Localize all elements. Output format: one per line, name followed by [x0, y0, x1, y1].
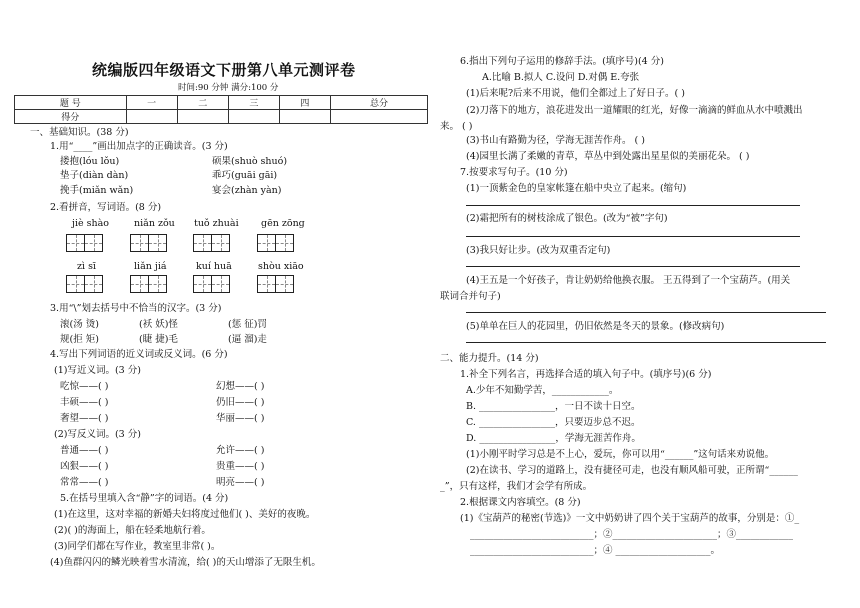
- q4-ant-item: 普通——( ): [60, 445, 109, 456]
- q5-item: (1)在这里，这对幸福的新婚夫妇将度过他们( )、美好的夜晚。: [54, 509, 316, 520]
- answer-line[interactable]: [466, 342, 826, 343]
- s2-q1-item: B. ________________，一日不读十日空。: [466, 401, 641, 412]
- q3-item: (睫 捷)毛: [139, 334, 178, 345]
- answer-line[interactable]: [466, 236, 800, 237]
- pinyin: liǎn jiá: [134, 261, 167, 272]
- q4-ant-item: 允许——( ): [216, 445, 265, 456]
- answer-line[interactable]: [466, 312, 826, 313]
- q3-item: (袄 妖)怪: [139, 319, 178, 330]
- score-header: 三: [228, 96, 279, 110]
- q1-item: 硕果(shuò shuó): [212, 156, 288, 167]
- s2-q1-apply: (2)在读书、学习的道路上，没有捷径可走，也没有顺风船可驶，正所谓“______: [466, 465, 798, 476]
- section-2-heading: 二、能力提升。(14 分): [440, 353, 539, 364]
- q6-options: A.比喻 B.拟人 C.设问 D.对偶 E.夸张: [482, 72, 640, 83]
- q7-item: (4)王五是一个好孩子，肯让奶奶给他换衣服。 王五得到了一个宝葫芦。(用关: [466, 275, 791, 286]
- score-cell[interactable]: [330, 110, 427, 124]
- pinyin: zì sī: [77, 261, 96, 272]
- q4-sub1: (1)写近义词。(3 分): [54, 365, 141, 376]
- q6-prompt: 6.指出下列句子运用的修辞手法。(填序号)(4 分): [460, 56, 664, 67]
- q4-syn-item: 丰硕——( ): [60, 397, 109, 408]
- q3-item: (惩 征)罚: [228, 319, 267, 330]
- s2-q2-prompt: 2.根据课文内容填空。(8 分): [460, 497, 581, 508]
- q3-item: (逼 溜)走: [228, 334, 267, 345]
- page-title: 统编版四年级语文下册第八单元测评卷: [92, 61, 356, 79]
- q4-syn-item: 仍旧——( ): [216, 397, 265, 408]
- score-cell[interactable]: [177, 110, 228, 124]
- q5-item: (4)鱼群闪闪的鳞光映着雪水清流，给( )的天山增添了无限生机。: [50, 557, 321, 568]
- q1-item: 挽手(miǎn wǎn): [60, 185, 134, 196]
- q1-item: 搂抱(lóu lǒu): [60, 156, 120, 167]
- q7-item: (2)霜把所有的树枝涂成了银色。(改为“被”字句): [466, 213, 668, 224]
- pinyin: shòu xiāo: [258, 261, 304, 272]
- q4-syn-item: 幻想——( ): [216, 381, 265, 392]
- pinyin: kuí huā: [196, 261, 232, 272]
- q6-item: (4)园里长满了柔嫩的青草，草丛中到处露出星星似的美丽花朵。 ( ): [466, 151, 750, 162]
- s2-q1-item: A.少年不知勤学苦，____________。: [466, 385, 619, 396]
- q5-item: (2)( )的海面上，船在轻柔地航行着。: [54, 525, 211, 536]
- q5-prompt: 5.在括号里填入含“静”字的词语。(4 分): [60, 493, 229, 504]
- q4-syn-item: 奢望——( ): [60, 413, 109, 424]
- q6-item: 来。 ( ): [440, 121, 473, 132]
- section-1-heading: 一、基础知识。(38 分): [30, 127, 129, 138]
- score-header: 题 号: [15, 96, 127, 110]
- s2-q2-item: __________________________；④ ____________________。: [470, 545, 721, 556]
- q3-item: 规(拒 矩): [60, 334, 99, 345]
- score-cell[interactable]: [228, 110, 279, 124]
- q4-prompt: 4.写出下列词语的近义词或反义词。(6 分): [50, 349, 228, 360]
- pinyin: niǎn zǒu: [134, 218, 175, 229]
- q5-item: (3)同学们都在写作业，教室里非常( )。: [54, 541, 221, 552]
- answer-line[interactable]: [466, 205, 800, 206]
- q1-item: 乖巧(guāi gāi): [212, 170, 278, 181]
- q4-syn-item: 吃惊——( ): [60, 381, 109, 392]
- score-row-label: 得分: [15, 110, 127, 124]
- exam-meta: 时间:90 分钟 满分:100 分: [178, 83, 279, 93]
- q1-item: 垫子(diàn dàn): [60, 170, 129, 181]
- q7-item: (1)一顶紫金色的皇家帐篷在船中央立了起来。(缩句): [466, 183, 687, 194]
- q4-ant-item: 常常——( ): [60, 477, 109, 488]
- q7-item: 联词合并句子): [440, 291, 501, 302]
- q4-ant-item: 凶狠——( ): [60, 461, 109, 472]
- q1-item: 宴会(zhàn yàn): [212, 185, 282, 196]
- score-header: 四: [279, 96, 330, 110]
- q7-prompt: 7.按要求写句子。(10 分): [460, 167, 568, 178]
- q6-item: (2)刀落下的地方，浪花进发出一道耀眼的红光，好像一滴滴的鲜血从水中喷溅出: [466, 105, 803, 116]
- score-header: 二: [177, 96, 228, 110]
- q4-ant-item: 明亮——( ): [216, 477, 265, 488]
- s2-q2-item: __________________________；②______________________；③____________: [470, 529, 794, 540]
- q3-prompt: 3.用“\”划去括号中不恰当的汉字。(3 分): [50, 303, 222, 314]
- q4-ant-item: 贵重——( ): [216, 461, 265, 472]
- q6-item: (1)后来呢?后来不用说，他们全都过上了好日子。( ): [466, 88, 685, 99]
- s2-q1-item: C. ________________，只要迈步总不迟。: [466, 417, 641, 428]
- q6-item: (3)书山有路勤为径，学海无涯苦作舟。 ( ): [466, 135, 645, 146]
- q2-prompt: 2.看拼音，写词语。(8 分): [50, 202, 162, 213]
- score-table: [14, 95, 428, 124]
- s2-q1-apply: (1)小刚平时学习总是不上心，爱玩，你可以用“______”这句话来劝说他。: [466, 449, 775, 460]
- s2-q1-item: D. ________________，学海无涯苦作舟。: [466, 433, 641, 444]
- score-cell[interactable]: [126, 110, 177, 124]
- score-header: 一: [126, 96, 177, 110]
- q4-sub2: (2)写反义词。(3 分): [54, 429, 141, 440]
- s2-q1-prompt: 1.补全下列名言，再选择合适的填入句子中。(填序号)(6 分): [460, 369, 712, 380]
- q4-syn-item: 华丽——( ): [216, 413, 265, 424]
- pinyin: gēn zōng: [261, 218, 305, 229]
- q7-item: (5)单单在巨人的花园里，仍旧依然是冬天的景象。(修改病句): [466, 321, 725, 332]
- answer-line[interactable]: [466, 266, 800, 267]
- q1-prompt: 1.用“____”画出加点字的正确读音。(3 分): [50, 141, 228, 152]
- s2-q2-item: (1)《宝葫芦的秘密(节选)》一文中奶奶讲了四个关于宝葫芦的故事，分别是：①_: [460, 513, 800, 524]
- q7-item: (3)我只好让步。(改为双重否定句): [466, 245, 611, 256]
- pinyin: jiè shào: [72, 218, 110, 229]
- s2-q1-apply: _”，只有这样，我们才会学有所成。: [440, 481, 593, 492]
- pinyin: tuǒ zhuài: [194, 218, 239, 229]
- score-header: 总分: [330, 96, 427, 110]
- score-cell[interactable]: [279, 110, 330, 124]
- q3-item: 滚(汤 烫): [60, 319, 99, 330]
